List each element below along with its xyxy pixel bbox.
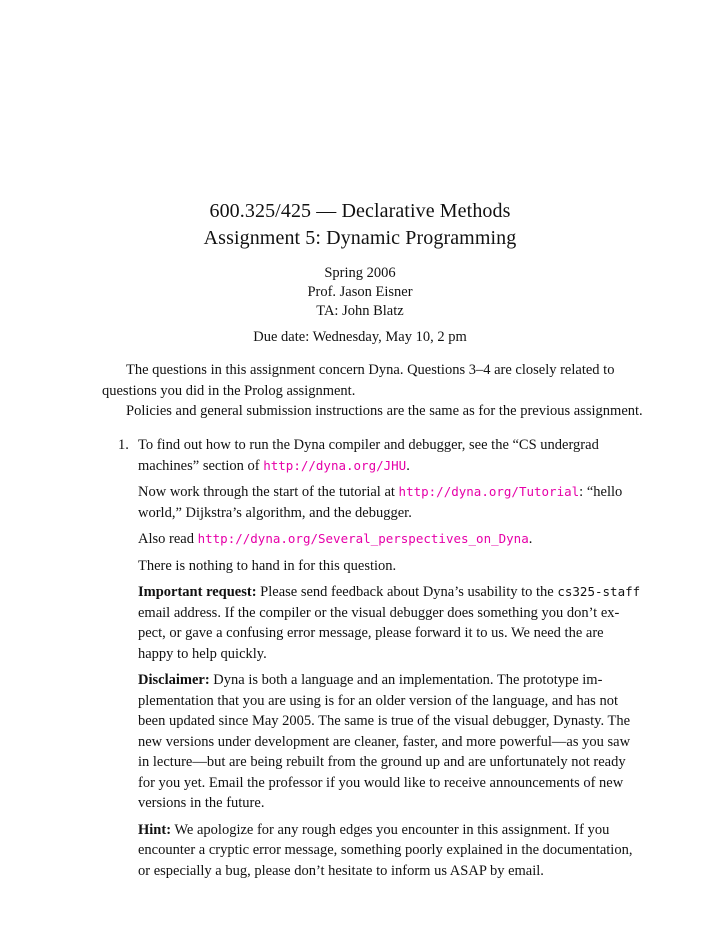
body-line: versions in the future. [138, 795, 265, 811]
body-line: pect, or gave a confusing error message, please forward it to us. We need the are [138, 625, 604, 641]
due-date: Due date: Wednesday, May 10, 2 pm [253, 329, 467, 345]
teaching-assistant: TA: John Blatz [316, 303, 404, 319]
body-line: world,” Dijkstra’s algorithm, and the debugger. [138, 504, 412, 521]
perspectives-link[interactable]: http://dyna.org/Several_perspectives_on_Dyna [197, 531, 529, 546]
body-line: There is nothing to hand in for this question. [138, 557, 397, 574]
important-label: Important request: [138, 584, 257, 600]
body-line: in lecture—but are being rebuilt from the ground up and are unfortunately not ready [138, 754, 626, 770]
body-line: happy to help quickly. [138, 645, 267, 662]
question-body [138, 435, 641, 881]
title-line-1: 600.325/425 — Declarative Methods [209, 200, 511, 222]
staff-address: cs325-staff [557, 584, 641, 599]
intro-line: The questions in this assignment concern Dyna. Questions 3–4 are closely related to [126, 362, 615, 378]
term: Spring 2006 [324, 265, 396, 281]
intro-line: questions you did in the Prolog assignment. [102, 382, 356, 399]
body-line: Important request: Please send feedback about Dyna’s usability to the cs325-staff [138, 584, 641, 600]
body-line: To find out how to run the Dyna compiler and debugger, see the “CS undergrad [138, 437, 599, 453]
body-line: plementation that you are using is for an older version of the language, and has not [138, 692, 618, 709]
body-line: been updated since May 2005. The same is true of the visual debugger, Dynasty. The [138, 713, 631, 729]
body-line: or especially a bug, please don’t hesitate to inform us ASAP by email. [138, 862, 544, 879]
question-number: 1. [118, 437, 129, 453]
body-line: email address. If the compiler or the visual debugger does something you don’t ex- [138, 604, 620, 621]
professor: Prof. Jason Eisner [307, 284, 413, 300]
body-line: for you yet. Email the professor if you would like to receive announcements of new [138, 774, 624, 791]
body-line: Hint: We apologize for any rough edges you encounter in this assignment. If you [138, 821, 610, 838]
body-line: Now work through the start of the tutorial at http://dyna.org/Tutorial: “hello [138, 484, 623, 500]
disclaimer-label: Disclaimer: [138, 672, 210, 688]
intro-paragraph [102, 360, 643, 422]
body-line: Disclaimer: Dyna is both a language and an implementation. The prototype im- [138, 672, 603, 688]
body-line: new versions under development are cleaner, faster, and more powerful—as you saw [138, 733, 631, 750]
body-line: machines” section of http://dyna.org/JHU. [138, 457, 410, 474]
intro-line: Policies and general submission instructions are the same as for the previous assignment. [126, 403, 643, 419]
body-line: Also read http://dyna.org/Several_perspectives_on_Dyna. [138, 531, 533, 547]
tutorial-link[interactable]: http://dyna.org/Tutorial [398, 484, 580, 499]
title-line-2: Assignment 5: Dynamic Programming [203, 227, 517, 249]
jhu-link[interactable]: http://dyna.org/JHU [263, 457, 407, 473]
body-line: encounter a cryptic error message, something poorly explained in the documentation, [138, 842, 633, 858]
hint-label: Hint: [138, 821, 172, 838]
